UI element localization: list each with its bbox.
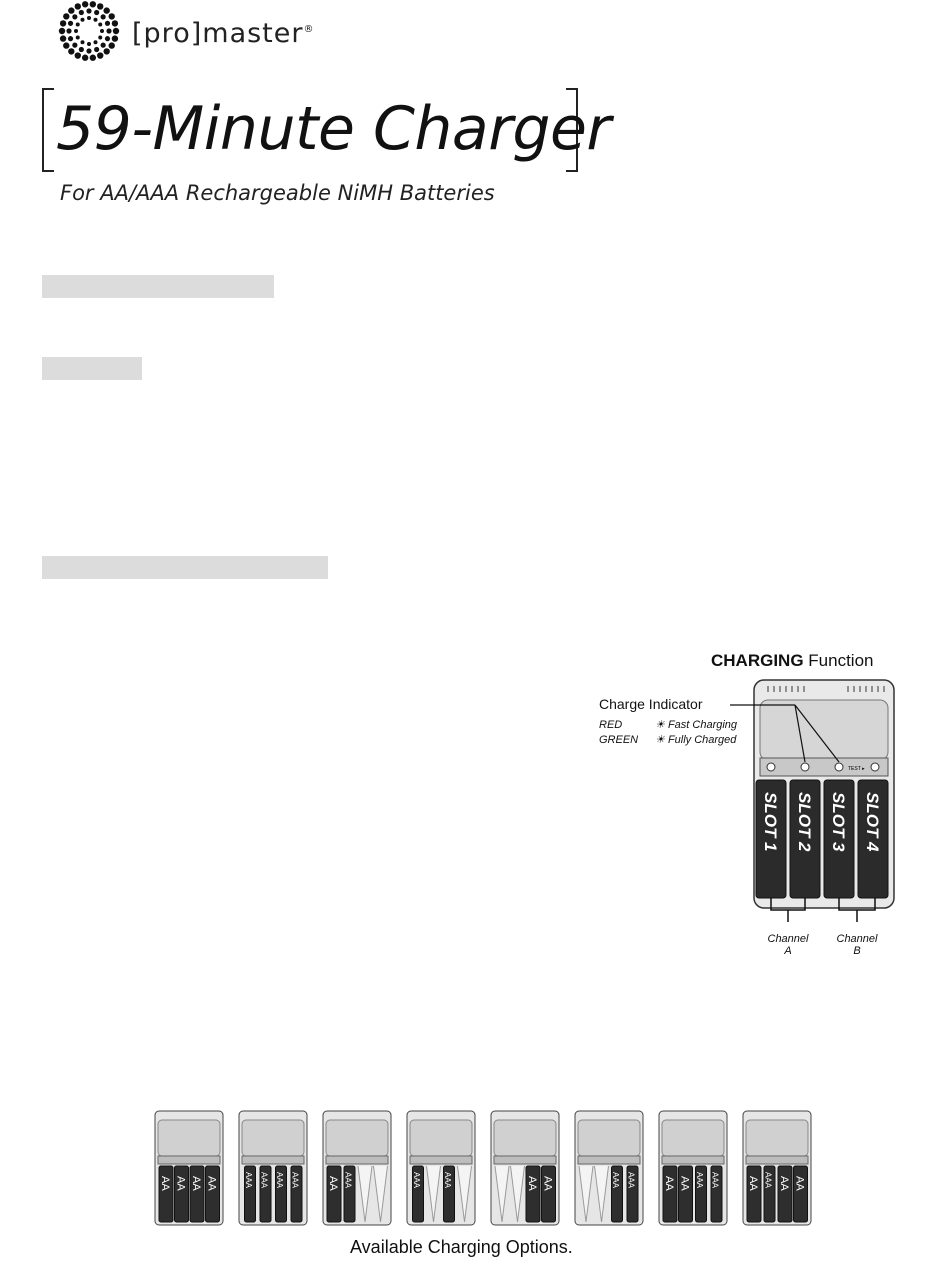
svg-text:AA: AA bbox=[678, 1176, 691, 1191]
svg-text:AA: AA bbox=[327, 1176, 339, 1191]
svg-text:AAA: AAA bbox=[710, 1172, 720, 1189]
slot-label: SLOT 1 bbox=[761, 792, 780, 852]
figure-title: CHARGING Function bbox=[711, 651, 874, 670]
svg-text:AA: AA bbox=[793, 1176, 806, 1191]
charging-option-7 bbox=[658, 1110, 728, 1226]
page-title: 59-Minute Charger bbox=[56, 94, 611, 164]
led-sun-icon: ☀ bbox=[655, 719, 665, 731]
charging-option-4 bbox=[406, 1110, 476, 1226]
svg-text:AA: AA bbox=[663, 1176, 675, 1191]
slot-label: SLOT 4 bbox=[863, 792, 882, 852]
charging-option-2 bbox=[238, 1110, 308, 1226]
charging-option-5 bbox=[490, 1110, 560, 1226]
section-heading-bar bbox=[42, 275, 274, 298]
svg-text:AAA: AAA bbox=[275, 1172, 284, 1189]
svg-text:AAA: AAA bbox=[259, 1172, 269, 1189]
charge-indicator-label: Charge Indicator bbox=[599, 696, 703, 712]
svg-text:AAA: AAA bbox=[412, 1172, 421, 1189]
svg-text:AA: AA bbox=[747, 1176, 759, 1191]
charging-options-strip bbox=[154, 1110, 816, 1226]
svg-text:AA: AA bbox=[541, 1176, 554, 1191]
svg-text:AAA: AAA bbox=[343, 1172, 353, 1189]
section-heading-bar bbox=[42, 357, 142, 380]
promaster-logo-icon bbox=[58, 0, 120, 62]
channel-b-label: Channel B bbox=[836, 933, 878, 957]
charging-option-8 bbox=[742, 1110, 812, 1226]
section-heading-bar bbox=[42, 556, 328, 579]
options-caption: Available Charging Options. bbox=[350, 1237, 573, 1257]
charger-top-panel bbox=[760, 700, 888, 760]
svg-text:AAA: AAA bbox=[626, 1172, 636, 1189]
svg-text:AA: AA bbox=[526, 1176, 538, 1191]
svg-text:AA: AA bbox=[159, 1176, 171, 1191]
svg-text:AAA: AAA bbox=[290, 1172, 300, 1189]
slot-label: SLOT 3 bbox=[829, 792, 848, 852]
svg-text:AAA: AAA bbox=[244, 1172, 253, 1189]
charger-illustration bbox=[590, 670, 920, 970]
led-light bbox=[767, 763, 775, 771]
brand-wordmark: [pro]master® bbox=[132, 18, 315, 49]
svg-text:AAA: AAA bbox=[695, 1172, 704, 1189]
led-sun-icon: ☀ bbox=[655, 734, 665, 746]
led-light bbox=[835, 763, 843, 771]
svg-text:AA: AA bbox=[190, 1176, 202, 1191]
svg-text:AAA: AAA bbox=[443, 1172, 452, 1189]
led-legend-red: RED ☀ Fast Charging bbox=[599, 719, 738, 731]
led-light bbox=[871, 763, 879, 771]
svg-text:AAA: AAA bbox=[611, 1172, 620, 1189]
svg-text:AA: AA bbox=[205, 1176, 218, 1191]
page-subtitle: For AA/AAA Rechargeable NiMH Batteries bbox=[60, 181, 495, 205]
charging-option-6 bbox=[574, 1110, 644, 1226]
channel-a-label: Channel A bbox=[767, 933, 809, 957]
led-strip bbox=[760, 758, 888, 776]
slot-label: SLOT 2 bbox=[795, 792, 814, 852]
title-bracket-left bbox=[42, 88, 54, 172]
test-label: TEST ▸ bbox=[848, 766, 865, 772]
charging-option-1 bbox=[154, 1110, 224, 1226]
led-legend-green: GREEN ☀ Fully Charged bbox=[599, 734, 737, 746]
led-light bbox=[801, 763, 809, 771]
charging-option-3 bbox=[322, 1110, 392, 1226]
svg-text:AA: AA bbox=[174, 1176, 187, 1191]
svg-text:AA: AA bbox=[778, 1176, 790, 1191]
svg-text:AAA: AAA bbox=[763, 1172, 773, 1189]
